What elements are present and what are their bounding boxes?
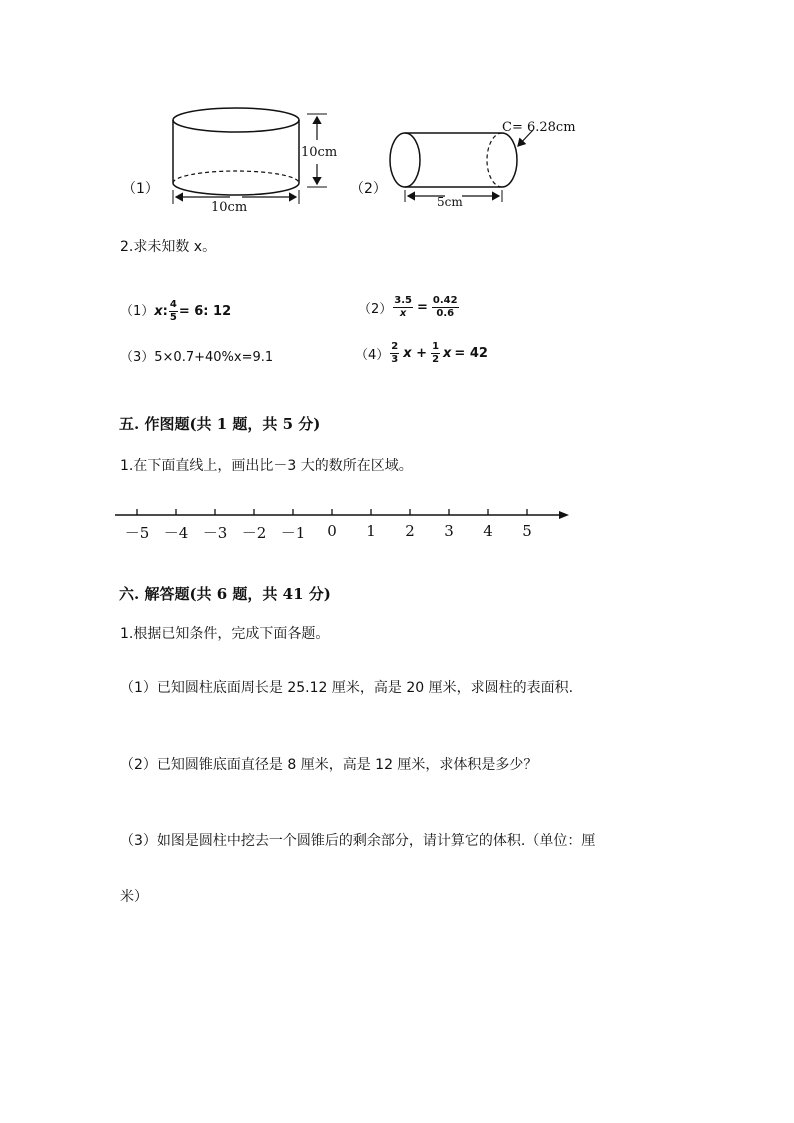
right-end-back-dashed — [487, 133, 502, 187]
tick-label: 0 — [327, 522, 337, 540]
section-6-heading: 六. 解答题(共 6 题，共 41 分) — [119, 585, 331, 603]
fraction-4-5: $\frac{4}{5}$ — [169, 299, 177, 323]
problem-1-text: （1）已知圆柱底面周长是 25.12 厘米，高是 20 厘米，求圆柱的表面积. — [120, 680, 574, 696]
cylinder-top-ellipse — [173, 108, 299, 132]
equation-1: （1）x: $\frac{4}{5}$ = 6: 12 — [120, 299, 232, 323]
section-5-question-1: 1.在下面直线上，画出比－3 大的数所在区域。 — [120, 458, 413, 474]
tick-label: 1 — [366, 522, 376, 540]
figure-2-circumference-label: C= 6.28cm — [502, 120, 576, 135]
equation-4: （4） $\frac{2}{3}$ x + $\frac{1}{2}$ x = 42 — [355, 341, 488, 365]
left-end-ellipse — [390, 133, 420, 187]
section-6-question-1: 1.根据已知条件，完成下面各题。 — [120, 626, 330, 642]
tick-label: －1 — [280, 524, 306, 542]
right-end-front — [502, 133, 517, 187]
tick-label: －4 — [163, 524, 189, 542]
question-2-title: 2.求未知数 x。 — [120, 239, 217, 255]
fraction-3.5-x: $\frac{3.5}{x}$ — [394, 295, 412, 319]
fraction-2-3: $\frac{2}{3}$ — [391, 341, 399, 365]
tick-label: －2 — [241, 524, 267, 542]
cylinder-bottom-back-dashed — [173, 171, 299, 183]
figure-2-label: （2） — [350, 181, 387, 197]
number-line-ticks — [137, 509, 527, 515]
problem-3-text-line-2: 米） — [120, 889, 148, 905]
number-line-arrowhead — [559, 511, 569, 519]
figure-1-width-label: 10cm — [211, 200, 248, 215]
tick-label: 2 — [405, 522, 415, 540]
figure-2-length-label: 5cm — [437, 195, 463, 209]
problem-2-text: （2）已知圆锥底面直径是 8 厘米，高是 12 厘米，求体积是多少？ — [120, 757, 538, 773]
figure-1-height-label: 10cm — [301, 145, 338, 160]
tick-label: 4 — [483, 522, 493, 540]
fraction-1-2: $\frac{1}{2}$ — [432, 341, 440, 365]
tick-label: 5 — [522, 522, 532, 540]
tick-label: －3 — [202, 524, 228, 542]
section-5-heading: 五. 作图题(共 1 题，共 5 分) — [119, 415, 321, 433]
equation-3: （3）5×0.7+40%x=9.1 — [120, 350, 274, 365]
tick-label: －5 — [124, 524, 150, 542]
figure-1-label: （1） — [122, 181, 159, 197]
problem-3-text-line-1: （3）如图是圆柱中挖去一个圆锥后的剩余部分，请计算它的体积.（单位：厘 — [120, 833, 596, 849]
tick-label: 3 — [444, 522, 454, 540]
cylinder-bottom-front — [173, 183, 299, 195]
cylinder-figure-1 — [160, 100, 340, 220]
fraction-0.42-0.6: $\frac{0.42}{0.6}$ — [432, 295, 458, 319]
equation-2: （2） $\frac{3.5}{x}$ = $\frac{0.42}{0.6}$ — [358, 295, 458, 319]
